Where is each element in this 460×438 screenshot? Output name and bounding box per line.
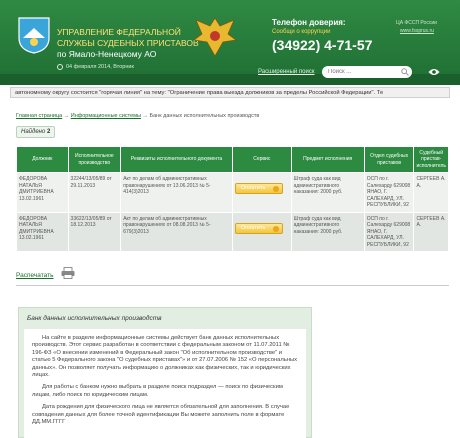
breadcrumb-info-systems[interactable]: Информационные системы (70, 113, 141, 119)
region-emblem-icon[interactable] (17, 16, 51, 54)
org-line-1: УПРАВЛЕНИЕ ФЕДЕРАЛЬНОЙ (57, 27, 181, 37)
printer-icon[interactable] (61, 267, 75, 279)
arrow-right-icon (273, 186, 279, 192)
proceeding-cell: 32244/13/05/89 от 29.11.2013 (68, 173, 121, 213)
hotline-number: (34922) 4-71-57 (272, 37, 373, 53)
column-header: Должник (17, 147, 69, 173)
table-header-row (17, 147, 449, 173)
info-paragraph: Для работы с банком нужно выбрать в разделе поиск подраздел — поиск по физическим лицам, либо поиск по юридическим лицам. (32, 384, 283, 398)
debtor-cell: ФЕДОРОВА НАТАЛЬЯ ДМИТРИЕВНА 13.02.1961 (17, 212, 69, 252)
info-box-content (24, 329, 306, 438)
print-link[interactable]: Распечатать (16, 272, 54, 279)
info-paragraph: Дата рождения для физического лица не является обязательной для заполнения. В случае совпадения данных для более точной идентификации Вы можете заполнить поле в формате ДД.ММ.ГГГГ (32, 404, 290, 426)
bailiff-cell: СЕРГЕЕВ А. А. (414, 212, 449, 252)
breadcrumb (16, 113, 259, 119)
breadcrumb-separator: → (142, 113, 148, 119)
service-cell (232, 173, 291, 213)
found-label: Найдено (21, 129, 46, 135)
subject-cell: Штраф суда как вид административного наказания: 2000 руб. (291, 173, 364, 213)
document-cell: Акт по делам об административных правонарушениях от 13.06.2013 № 5-414(3)2013 (121, 173, 233, 213)
results-table (16, 146, 449, 252)
fssp-eagle-icon (190, 12, 240, 62)
document-cell: Акт по делам об административных правонарушениях от 08.08.2013 № 5-679(3)2013 (121, 212, 233, 252)
pay-button-label: Оплатить (240, 185, 266, 191)
news-ticker[interactable]: автономному округу состоится "горячая линия" на тему: "Ограничение права выезда должников за пределы Российской Федерации". Те (10, 87, 450, 98)
table-row (17, 212, 449, 252)
clock-icon (57, 64, 63, 70)
info-box-title: Банк данных исполнительных производств (27, 315, 162, 322)
table-row (17, 173, 449, 213)
extended-search-link[interactable]: Расширенный поиск (258, 69, 315, 75)
proceeding-cell: 33622/13/05/89 от 18.12.2013 (68, 212, 121, 252)
date-text: 04 февраля 2014, Вторник (66, 64, 134, 70)
bailiff-cell: СЕРГЕЕВ А. А. (414, 173, 449, 213)
divider (16, 285, 449, 286)
department-cell: ОСП по г. Салехарду 629008 ЯНАО, Г. САЛЕХАРД, УЛ. РЕСПУБЛИКИ, 92 (364, 173, 414, 213)
subject-cell: Штраф суда как вид административного наказания: 2000 руб. (291, 212, 364, 252)
search-input[interactable] (322, 66, 412, 78)
column-header: Исполнительное производство (68, 147, 121, 173)
breadcrumb-home[interactable]: Главная страница (16, 113, 63, 119)
central-office-label: ЦА ФССП России (396, 20, 437, 26)
org-line-3: по Ямало-Ненецкому АО (57, 49, 157, 59)
column-header: Сервис (232, 147, 291, 173)
eye-icon[interactable] (428, 68, 440, 76)
hotline-subtitle: Сообщи о коррупции (272, 29, 331, 35)
column-header: Реквизиты исполнительного документа (121, 147, 233, 173)
found-count: 2 (46, 129, 51, 135)
column-header: Отдел судебных приставов (364, 147, 414, 173)
org-line-2: СЛУЖБЫ СУДЕБНЫХ ПРИСТАВОВ (57, 38, 199, 48)
pay-button[interactable] (235, 183, 283, 194)
pay-button-label: Оплатить (240, 224, 266, 231)
fssp-site-link[interactable]: www.fssprus.ru (400, 28, 434, 34)
current-date (57, 64, 134, 70)
results-count (16, 126, 55, 138)
breadcrumb-separator: → (63, 113, 70, 119)
department-cell: ОСП по г. Салехарду 629008 ЯНАО, Г. САЛЕХАРД, УЛ. РЕСПУБЛИКИ, 92 (364, 212, 414, 252)
column-header: Предмет исполнения (291, 147, 364, 173)
organization-title[interactable] (57, 27, 207, 60)
info-paragraph: На сайте в разделе информационные системы действует банк данных исполнительных производств. Этот сервис разработан в соответствии с федеральным законом от 11.07.2011 № 196-ФЗ «О внесении изменений в Федеральный закон "Об исполнительном производстве" и статью 5 Федерального закона "О судебных приставах"» и от 27.07.2006 № 152 «О персональных данных». Он позволяет получать информацию о должниках как физических, так и юридических лицах. (32, 335, 298, 379)
column-header: Судебный пристав-исполнитель (414, 147, 449, 173)
search-icon[interactable] (401, 68, 409, 76)
breadcrumb-current: Банк данных исполнительных производств (149, 113, 260, 119)
info-box (18, 307, 312, 438)
debtor-cell: ФЕДОРОВА НАТАЛЬЯ ДМИТРИЕВНА 13.02.1961 (17, 173, 69, 213)
hotline-label: Телефон доверия: (272, 18, 346, 27)
pay-button[interactable] (235, 223, 283, 234)
service-cell (232, 212, 291, 252)
arrow-right-icon (273, 226, 279, 232)
